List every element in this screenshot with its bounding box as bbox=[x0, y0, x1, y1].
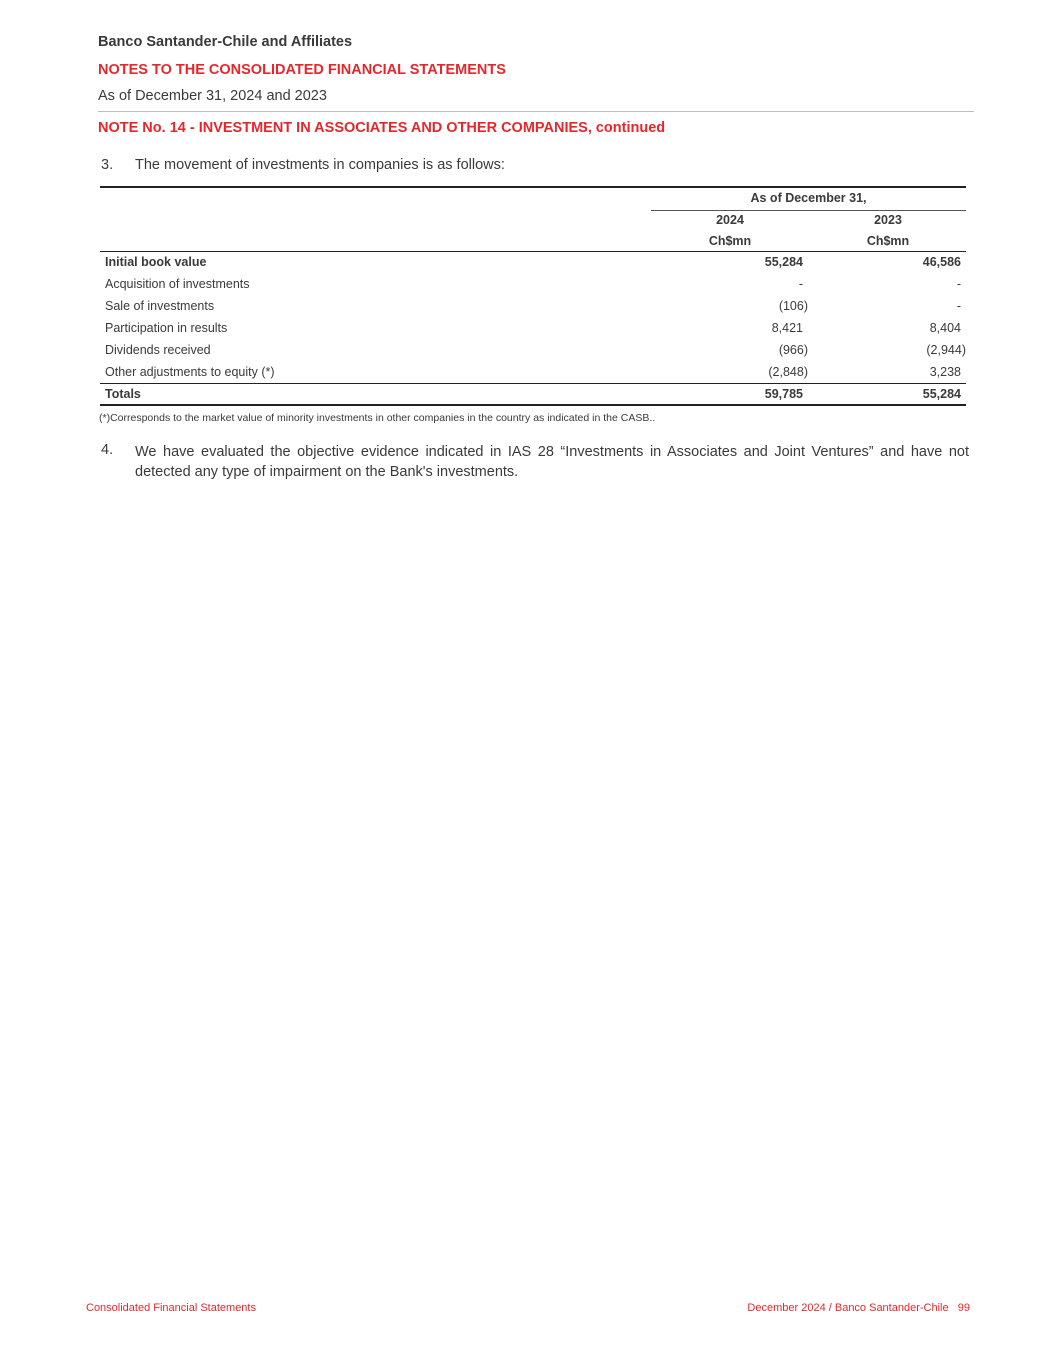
column-group-label: As of December 31, bbox=[750, 191, 867, 205]
value-2024: (106) bbox=[778, 299, 808, 313]
row-label: Sale of investments bbox=[105, 299, 215, 313]
row-label: Acquisition of investments bbox=[105, 277, 250, 291]
item-4-text: We have evaluated the objective evidence indicated in IAS 28 “Investments in Associates and Joint Ventures” and have not detected any type of impairment on the Bank's investments. bbox=[135, 444, 969, 480]
value-2023: 55,284 bbox=[922, 387, 961, 401]
table-footnote: (*)Corresponds to the market value of minority investments in other companies in the country as indicated in the CASB.. bbox=[99, 412, 656, 424]
header-divider bbox=[98, 111, 974, 112]
table-row bbox=[100, 318, 966, 340]
table-row bbox=[100, 362, 966, 384]
footer-page-info: December 2024 / Banco Santander-Chile 99 bbox=[747, 1302, 970, 1314]
column-year-2024: 2024 bbox=[716, 213, 744, 227]
value-2023: - bbox=[956, 277, 961, 291]
footer-document-title: Consolidated Financial Statements bbox=[86, 1302, 256, 1314]
table-row bbox=[100, 296, 966, 318]
value-2024: 55,284 bbox=[764, 255, 803, 269]
note-heading: NOTE No. 14 - INVESTMENT IN ASSOCIATES AND OTHER COMPANIES, continued bbox=[98, 120, 666, 136]
row-label: Participation in results bbox=[105, 321, 228, 335]
company-name: Banco Santander-Chile and Affiliates bbox=[98, 34, 353, 50]
column-unit-2024: Ch$mn bbox=[708, 234, 752, 248]
value-2023: - bbox=[956, 299, 961, 313]
as-of-date: As of December 31, 2024 and 2023 bbox=[98, 88, 327, 104]
table-row-totals bbox=[100, 384, 966, 406]
value-2024: - bbox=[798, 277, 803, 291]
value-2024: (966) bbox=[778, 343, 808, 357]
totals-bottom-rule bbox=[100, 404, 966, 406]
value-2023: 3,238 bbox=[929, 365, 961, 379]
row-label: Initial book value bbox=[105, 255, 207, 269]
row-label: Other adjustments to equity (*) bbox=[105, 365, 275, 379]
value-2023: (2,944) bbox=[926, 343, 966, 357]
row-label: Dividends received bbox=[105, 343, 211, 357]
table-row bbox=[100, 252, 966, 274]
item-4-number: 4. bbox=[101, 442, 114, 458]
value-2024: 59,785 bbox=[764, 387, 803, 401]
item-3-text: The movement of investments in companies is as follows: bbox=[135, 157, 505, 173]
value-2024: (2,848) bbox=[768, 365, 808, 379]
table-row bbox=[100, 274, 966, 296]
column-year-2023: 2023 bbox=[874, 213, 902, 227]
column-unit-2023: Ch$mn bbox=[866, 234, 910, 248]
value-2024: 8,421 bbox=[771, 321, 803, 335]
notes-title: NOTES TO THE CONSOLIDATED FINANCIAL STATEMENTS bbox=[98, 62, 506, 78]
value-2023: 46,586 bbox=[922, 255, 961, 269]
column-group-rule bbox=[651, 210, 966, 211]
table-row bbox=[100, 340, 966, 362]
table-top-rule bbox=[100, 186, 966, 188]
value-2023: 8,404 bbox=[929, 321, 961, 335]
item-3-number: 3. bbox=[101, 157, 114, 173]
row-label: Totals bbox=[105, 387, 141, 401]
